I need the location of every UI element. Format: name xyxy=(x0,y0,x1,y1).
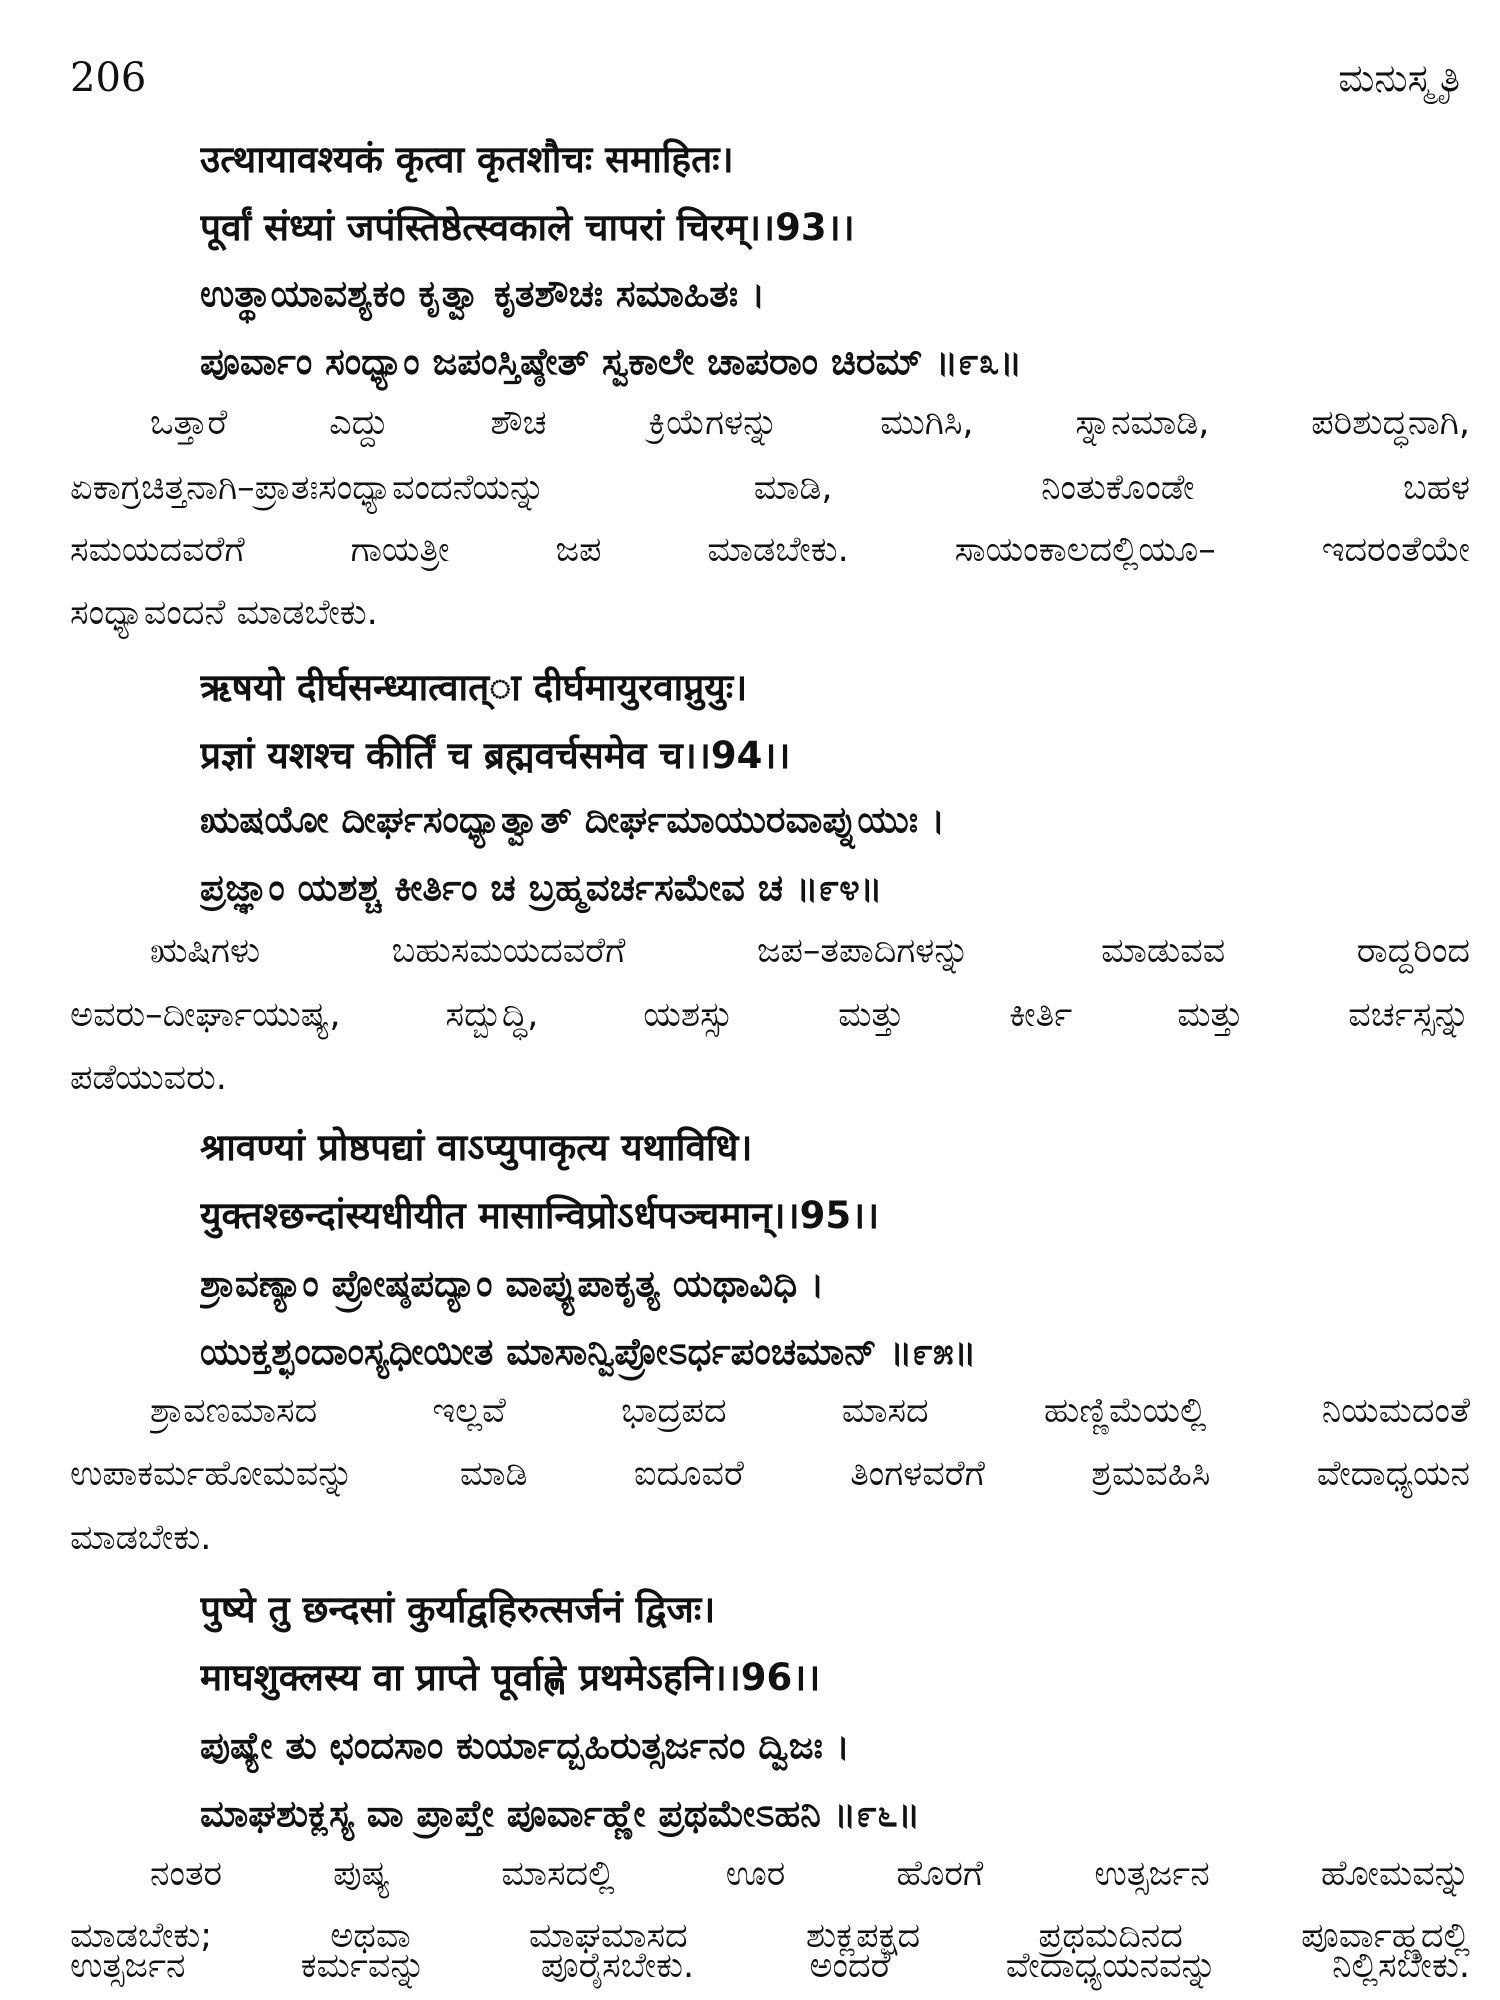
verse-kannada-line: ಯುಕ್ತಶ್ಛಂದಾಂಸ್ಯಧೀಯೀತ ಮಾಸಾನ್ವಿಪ್ರೋಽರ್ಧಪಂಚಮಾನ್ ॥೯೫॥ xyxy=(200,1330,977,1373)
verse-kannada-line: ಉತ್ಥಾಯಾವಶ್ಯಕಂ ಕೃತ್ವಾ ಕೃತಶೌಚಃ ಸಮಾಹಿತಃ । xyxy=(200,272,766,315)
verse-kannada-line: ಋಷಯೋ ದೀರ್ಘಸಂಧ್ಯಾತ್ವಾತ್ ದೀರ್ಘಮಾಯುರವಾಪ್ನುಯುಃ । xyxy=(200,798,945,841)
page-header xyxy=(70,48,1460,108)
verse-sanskrit-line: श्रावण्यां प्रोष्ठपद्यां वाऽप्युपाकृत्य यथाविधि। xyxy=(200,1126,753,1169)
commentary-line: ಉತ್ಸರ್ಜನ ಕರ್ಮವನ್ನು ಪೂರೈಸಬೇಕು. ಅಂದರೆ ವೇದಾಧ್ಯಯನವನ್ನು ನಿಲ್ಲಿಸಬೇಕು. xyxy=(70,1946,1470,1986)
verse-sanskrit-line: पूर्वां संध्यां जपंस्तिष्ठेत्स्वकाले चापरां चिरम्।।93।। xyxy=(200,206,855,249)
verse-sanskrit-line: माघशुक्लस्य वा प्राप्ते पूर्वाह्णे प्रथमेऽहनि।।96।। xyxy=(200,1656,821,1699)
page-number: 206 xyxy=(70,55,147,101)
verse-sanskrit-line: पुष्ये तु छन्दसां कुर्याद्वहिरुत्सर्जनं द्विजः। xyxy=(200,1588,716,1631)
verse-kannada-line: ಪೂರ್ವಾಂ ಸಂಧ್ಯಾಂ ಜಪಂಸ್ತಿಷ್ಠೇತ್ ಸ್ವಕಾಲೇ ಚಾಪರಾಂ ಚಿರಮ್ ॥೯೩॥ xyxy=(200,340,1023,383)
commentary-line: ಸಂಧ್ಯಾವಂದನೆ ಮಾಡಬೇಕು. xyxy=(70,593,378,633)
commentary-line: ಮಾಡಬೇಕು; ಅಥವಾ ಮಾಘಮಾಸದ ಶುಕ್ಲಪಕ್ಷದ ಪ್ರಥಮದಿನದ ಪೂರ್ವಾಹ್ಣದಲ್ಲಿ xyxy=(70,1916,1470,1956)
commentary-line: ಪಡೆಯುವರು. xyxy=(70,1058,227,1098)
commentary-line: ಏಕಾಗ್ರಚಿತ್ತನಾಗಿ–ಪ್ರಾತಃಸಂಧ್ಯಾವಂದನೆಯನ್ನು ಮಾಡಿ, ನಿಂತುಕೊಂಡೇ ಬಹಳ xyxy=(70,468,1470,508)
verse-kannada-line: ಮಾಘಶುಕ್ಲಸ್ಯ ವಾ ಪ್ರಾಪ್ತೇ ಪೂರ್ವಾಹ್ಣೇ ಪ್ರಥಮೇಽಹನಿ ॥೯೬॥ xyxy=(200,1792,921,1835)
commentary-line: ಶ್ರಾವಣಮಾಸದ ಇಲ್ಲವೆ ಭಾದ್ರಪದ ಮಾಸದ ಹುಣ್ಣಿಮೆಯಲ್ಲಿ ನಿಯಮದಂತೆ xyxy=(150,1391,1470,1431)
verse-sanskrit-line: युक्तश्छन्दांस्यधीयीत मासान्विप्रोऽर्धपञ्चमान्।।95।। xyxy=(200,1194,880,1237)
verse-kannada-line: ಪ್ರಜ್ಞಾಂ ಯಶಶ್ಚ ಕೀರ್ತಿಂ ಚ ಬ್ರಹ್ಮವರ್ಚಸಮೇವ ಚ ॥೯೪॥ xyxy=(200,866,883,909)
commentary-line: ಸಮಯದವರೆಗೆ ಗಾಯತ್ರೀ ಜಪ ಮಾಡಬೇಕು. ಸಾಯಂಕಾಲದಲ್ಲಿಯೂ– ಇದರಂತೆಯೇ xyxy=(70,530,1470,570)
commentary-line: ಋಷಿಗಳು ಬಹುಸಮಯದವರೆಗೆ ಜಪ–ತಪಾದಿಗಳನ್ನು ಮಾಡುವವ ರಾದ್ದರಿಂದ xyxy=(150,931,1470,971)
verse-sanskrit-line: प्रज्ञां यशश्च कीर्तिं च ब्रह्मवर्चसमेव च।।94।। xyxy=(200,734,791,777)
commentary-line: ಮಾಡಬೇಕು. xyxy=(70,1518,212,1558)
running-title: ಮನುಸ್ಮೃತಿ xyxy=(1338,56,1460,100)
verse-sanskrit-line: उत्थायावश्यकं कृत्वा कृतशौचः समाहितः। xyxy=(200,138,734,181)
commentary-line: ನಂತರ ಪುಷ್ಯ ಮಾಸದಲ್ಲಿ ಊರ ಹೊರಗೆ ಉತ್ಸರ್ಜನ ಹೋಮವನ್ನು xyxy=(150,1854,1470,1894)
commentary-line: ಉಪಾಕರ್ಮಹೋಮವನ್ನು ಮಾಡಿ ಐದೂವರೆ ತಿಂಗಳವರೆಗೆ ಶ್ರಮವಹಿಸಿ ವೇದಾಧ್ಯಯನ xyxy=(70,1454,1470,1494)
commentary-line: ಒತ್ತಾರೆ ಎದ್ದು ಶೌಚ ಕ್ರಿಯೆಗಳನ್ನು ಮುಗಿಸಿ, ಸ್ನಾನಮಾಡಿ, ಪರಿಶುದ್ಧನಾಗಿ, xyxy=(150,403,1470,443)
commentary-line: ಅವರು–ದೀರ್ಘಾಯುಷ್ಯ, ಸದ್ಬುದ್ಧಿ, ಯಶಸ್ಸು ಮತ್ತು ಕೀರ್ತಿ ಮತ್ತು ವರ್ಚಸ್ಸನ್ನು xyxy=(70,995,1470,1035)
verse-kannada-line: ಶ್ರಾವಣ್ಯಾಂ ಪ್ರೋಷ್ಠಪದ್ಯಾಂ ವಾಪ್ಯುಪಾಕೃತ್ಯ ಯಥಾವಿಧಿ । xyxy=(200,1262,825,1305)
verse-sanskrit-line: ऋषयो दीर्घसन्ध्यात्वात्ा दीर्घमायुरवाप्नुयुः। xyxy=(200,666,748,709)
verse-kannada-line: ಪುಷ್ಯೇ ತು ಛಂದಸಾಂ ಕುರ್ಯಾದ್ಬಹಿರುತ್ಸರ್ಜನಂ ದ್ವಿಜಃ । xyxy=(200,1724,850,1767)
